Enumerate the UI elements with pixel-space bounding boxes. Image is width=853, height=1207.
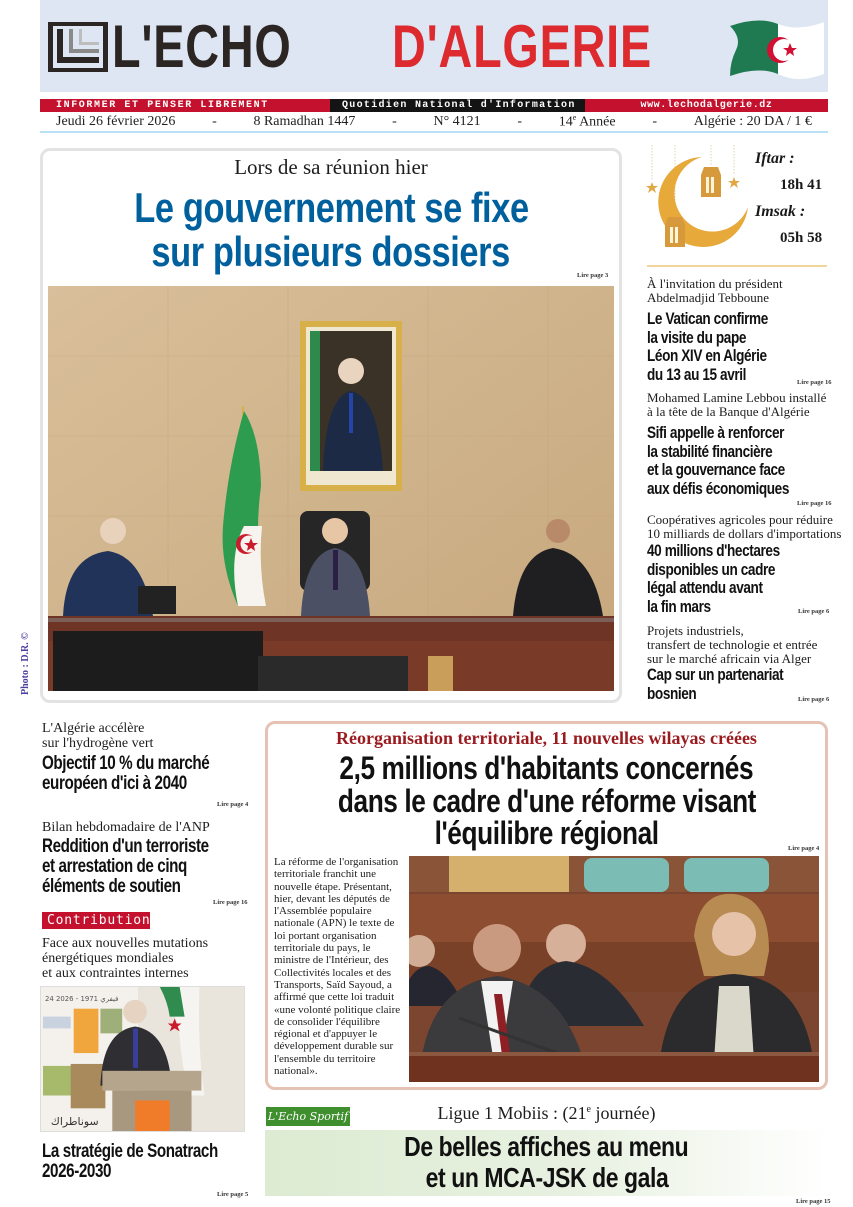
brand-name-algerie: D'ALGERIE bbox=[392, 13, 652, 80]
read-more-link[interactable]: Lire page 15 bbox=[796, 1198, 831, 1205]
read-more-link[interactable]: Lire page 16 bbox=[213, 899, 248, 906]
read-more-link[interactable]: Lire page 4 bbox=[788, 845, 820, 852]
imsak-time: 05h 58 bbox=[780, 230, 823, 246]
contribution-kicker: Face aux nouvelles mutations énergétiques mondiales et aux contraintes internes bbox=[42, 936, 209, 981]
sidebar-item-kicker: À l'invitation du président Abdelmadjid Tebboune bbox=[647, 276, 783, 305]
left-item-headline[interactable]: Objectif 10 % du marché européen d'ici à 2040 bbox=[42, 753, 210, 794]
read-more-link[interactable]: Lire page 16 bbox=[797, 500, 832, 507]
sidebar-item-kicker: Coopératives agricoles pour réduire 10 milliards de dollars d'importations bbox=[647, 512, 842, 541]
sidebar-item-kicker: Projets industriels, transfert de technologie et entrée sur le marché africain via Alger bbox=[647, 623, 818, 666]
divider bbox=[647, 265, 827, 267]
sidebar-item-headline[interactable]: Le Vatican confirme la visite du pape Léon XIV en Algérie du 13 au 15 avril bbox=[647, 309, 768, 384]
left-item-headline[interactable]: Reddition d'un terroriste et arrestation de cinq éléments de soutien bbox=[42, 836, 209, 897]
main-story-headline[interactable]: Le gouvernement se fixe sur plusieurs dossiers bbox=[133, 184, 529, 275]
left-item-kicker: L'Algérie accélère sur l'hydrogène vert bbox=[42, 721, 154, 751]
iftar-label: Iftar : bbox=[755, 150, 795, 167]
main-story-kicker: Lors de sa réunion hier bbox=[234, 155, 428, 179]
parliament-session-photo[interactable] bbox=[409, 856, 819, 1082]
contribution-headline[interactable]: La stratégie de Sonatrach 2026-2030 bbox=[42, 1141, 218, 1182]
price: Algérie : 20 DA / 1 € bbox=[693, 114, 812, 129]
separator: - bbox=[392, 114, 397, 129]
dateline bbox=[40, 113, 828, 133]
read-more-link[interactable]: Lire page 16 bbox=[797, 379, 832, 386]
cabinet-meeting-photo[interactable] bbox=[48, 286, 614, 691]
sports-headline[interactable]: De belles affiches au menu et un MCA-JSK de gala bbox=[404, 1131, 689, 1193]
sidebar-item-headline[interactable]: 40 millions d'hectares disponibles un cadre légal attendu avant la fin mars bbox=[647, 541, 780, 616]
left-item-kicker: Bilan hebdomadaire de l'ANP bbox=[42, 820, 210, 835]
brand-name-echo: L'ECHO bbox=[112, 13, 292, 80]
read-more-link[interactable]: Lire page 3 bbox=[577, 272, 609, 279]
sports-section-badge: L'Echo Sportif bbox=[266, 1107, 350, 1126]
tagline: INFORMER ET PENSER LIBREMENT bbox=[40, 99, 330, 112]
sidebar-item-headline[interactable]: Sifi appelle à renforcer la stabilité financière et la gouvernance face aux défis économiques bbox=[647, 423, 789, 498]
banner-date-text: 24 فيفري 1971 - 2026 bbox=[44, 994, 119, 1003]
imsak-label: Imsak : bbox=[755, 203, 806, 220]
logo-icon bbox=[47, 21, 109, 73]
tagline-bar bbox=[40, 99, 828, 112]
read-more-link[interactable]: Lire page 5 bbox=[217, 1191, 249, 1198]
issue-number: N° 4121 bbox=[433, 114, 481, 129]
territorial-body-text: La réforme de l'organisation territoriale franchit une nouvelle étape. Présentant, hier, devant les députés de l'Assemblée populaire nationale (APN) le texte de loi portant organisation territoriale du pays, le ministre de l'Intérieur, des Collectivités locales et des Transports, Saïd Sayoud, a affirmé que cette loi traduit «une volonté politique claire de consolider l'équilibre régional et d'appuyer le développement durable sur l'ensemble du territoire national». bbox=[274, 856, 401, 1078]
hijri-date: 8 Ramadhan 1447 bbox=[253, 114, 356, 129]
contribution-badge: Contribution bbox=[42, 912, 150, 929]
sports-kicker: Ligue 1 Mobiis : (21e journée) bbox=[437, 1103, 656, 1123]
sonatrach-speaker-photo[interactable] bbox=[40, 986, 245, 1132]
publication-year: 14e Année bbox=[558, 113, 616, 130]
subtitle: Quotidien National d'Information bbox=[330, 99, 585, 112]
territorial-headline[interactable]: 2,5 millions d'habitants concernés dans le cadre d'une réforme visant l'équilibre régional bbox=[337, 750, 756, 851]
separator: - bbox=[212, 114, 217, 129]
sidebar-item-headline[interactable]: Cap sur un partenariat bosnien bbox=[647, 665, 784, 703]
sonatrach-logo-text: سوناطراك bbox=[50, 1115, 99, 1129]
read-more-link[interactable]: Lire page 6 bbox=[798, 696, 830, 703]
sidebar-item-kicker: Mohamed Lamine Lebbou installé à la tête de la Banque d'Algérie bbox=[647, 390, 827, 419]
territorial-kicker: Réorganisation territoriale, 11 nouvelles wilayas créées bbox=[336, 728, 757, 748]
photo-credit: Photo : D.R. © bbox=[20, 632, 31, 695]
separator: - bbox=[517, 114, 523, 129]
read-more-link[interactable]: Lire page 6 bbox=[798, 608, 830, 615]
algerian-flag-icon bbox=[728, 16, 826, 82]
iftar-time: 18h 41 bbox=[780, 177, 823, 193]
issue-date: Jeudi 26 février 2026 bbox=[56, 114, 176, 129]
read-more-link[interactable]: Lire page 4 bbox=[217, 801, 249, 808]
website-link[interactable]: www.lechodalgerie.dz bbox=[585, 99, 828, 112]
separator: - bbox=[652, 114, 657, 129]
